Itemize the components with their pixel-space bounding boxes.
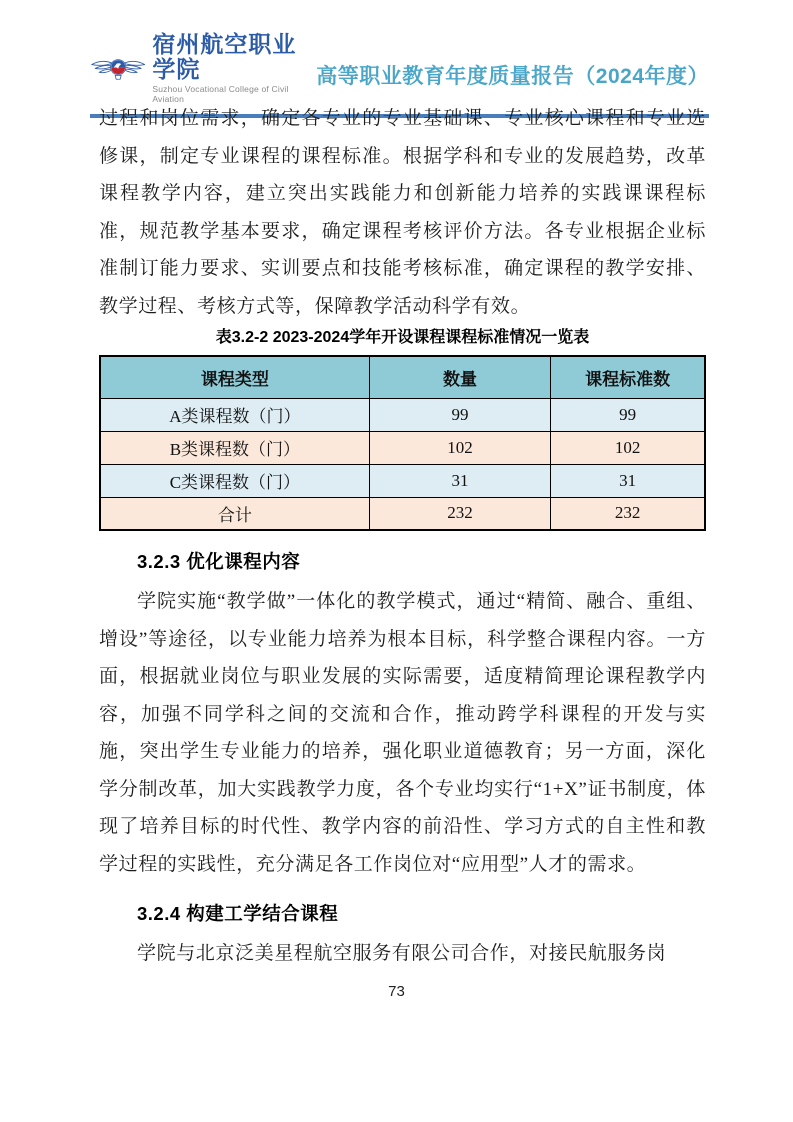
cell-standards: 31 [551,464,705,497]
college-name-zh: 宿州航空职业学院 [152,31,297,83]
cell-course-type: C类课程数（门） [100,464,369,497]
table-row [100,431,705,464]
table-header-row [100,356,705,398]
cell-count: 232 [369,497,551,530]
page-number: 73 [388,983,405,1000]
cell-standards: 102 [551,431,705,464]
table-caption: 表3.2-2 2023-2024学年开设课程课程标准情况一览表 [215,329,590,346]
paragraph-curriculum-standards: 过程和岗位需求，确定各专业的专业基础课、专业核心课程和专业选修课，制定专业课程的课程标准。根据学科和专业的发展趋势，改革课程教学内容，建立突出实践能力和创新能力培养的实践课课程标准，规范教学基本要求，确定课程考核评价方法。各专业根据企业标准制订能力要求、实训要点和技能考核标准，确定课程的教学安排、教学过程、考核方式等，保障教学活动科学有效。 [99,108,706,317]
table-row [100,464,705,497]
table-row [100,398,705,431]
cell-standards: 99 [551,398,705,431]
column-header-standards: 课程标准数 [551,356,705,398]
cell-count: 99 [369,398,551,431]
cell-course-type: A类课程数（门） [100,398,369,431]
section-heading-3-2-3: 3.2.3 优化课程内容 [137,551,301,572]
cell-course-type: 合计 [100,497,369,530]
cell-standards: 232 [551,497,705,530]
cell-count: 102 [369,431,551,464]
cell-course-type: B类课程数（门） [100,431,369,464]
page-content [99,100,706,973]
college-brand [90,32,316,104]
course-standards-table [99,355,706,531]
section-heading-3-2-4: 3.2.4 构建工学结合课程 [137,903,339,924]
cell-count: 31 [369,464,551,497]
column-header-count: 数量 [369,356,551,398]
college-logo-icon [90,42,146,94]
paragraph-work-study-courses: 学院与北京泛美星程航空服务有限公司合作，对接民航服务岗 [137,943,667,964]
college-name-en: Suzhou Vocational College of Civil Aviation [152,83,289,104]
college-names [152,32,316,104]
table-row-total [100,497,705,530]
paragraph-course-content-optimization: 学院实施“教学做”一体化的教学模式，通过“精简、融合、重组、增设”等途径，以专业能力培养为根本目标，科学整合课程内容。一方面，根据就业岗位与职业发展的实际需要，适度精简理论课程教学内容，加强不同学科之间的交流和合作，推动跨学科课程的开发与实施，突出学生专业能力的培养，强化职业道德教育；另一方面，深化学分制改革，加大实践教学力度，各个专业均实行“1+X”证书制度，体现了培养目标的时代性、教学内容的前沿性、学习方式的自主性和教学过程的实践性，充分满足各工作岗位对“应用型”人才的需求。 [99,591,706,875]
report-title: 高等职业教育年度质量报告（2024年度） [316,64,709,88]
column-header-course-type: 课程类型 [100,356,369,398]
